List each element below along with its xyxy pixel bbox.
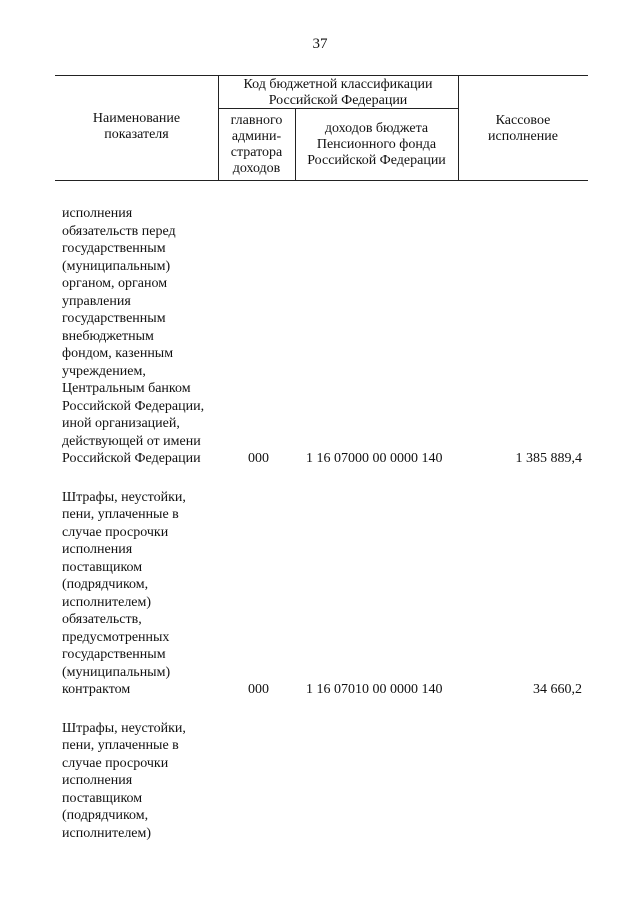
header-col-name: Наименование показателя (92, 111, 181, 142)
row-income-code: 1 16 07000 00 0000 140 (306, 451, 443, 466)
header-col-code-group: Код бюджетной классификации Российской Федерации (243, 77, 433, 108)
header-col-amount: Кассовое исполнение (488, 113, 558, 144)
row-admin-code: 000 (248, 682, 269, 697)
table-row (62, 205, 582, 468)
header-border-bottom (55, 180, 588, 181)
header-border-top (55, 75, 588, 76)
table-body (62, 205, 582, 863)
row-amount: 1 385 889,4 (515, 451, 582, 466)
row-income-code: 1 16 07010 00 0000 140 (306, 682, 443, 697)
table-row (62, 720, 582, 843)
header-col-admin: главного админи- стратора доходов (230, 113, 283, 176)
row-admin-code: 000 (248, 451, 269, 466)
header-col-income: доходов бюджета Пенсионного фонда Российской Федерации (307, 121, 446, 168)
table-header (55, 75, 588, 181)
table-row (62, 489, 582, 699)
row-name: Штрафы, неустойки, пени, уплаченные в случае просрочки исполнения поставщиком (подрядчиком, исполнителем) (62, 720, 186, 841)
row-amount: 34 660,2 (533, 682, 582, 697)
row-name: Штрафы, неустойки, пени, уплаченные в случае просрочки исполнения поставщиком (подрядчиком, исполнителем) обязательств, предусмотренных государственным (муниципальным) контрактом (62, 489, 186, 697)
row-name: исполнения обязательств перед государственным (муниципальным) органом, органом управления государственным внебюджетным фондом, казенным учреждением, Центральным банком Российской Федерации, иной организацией, действующей от имени Российской Федерации (62, 206, 205, 466)
page-number: 37 (312, 36, 328, 52)
